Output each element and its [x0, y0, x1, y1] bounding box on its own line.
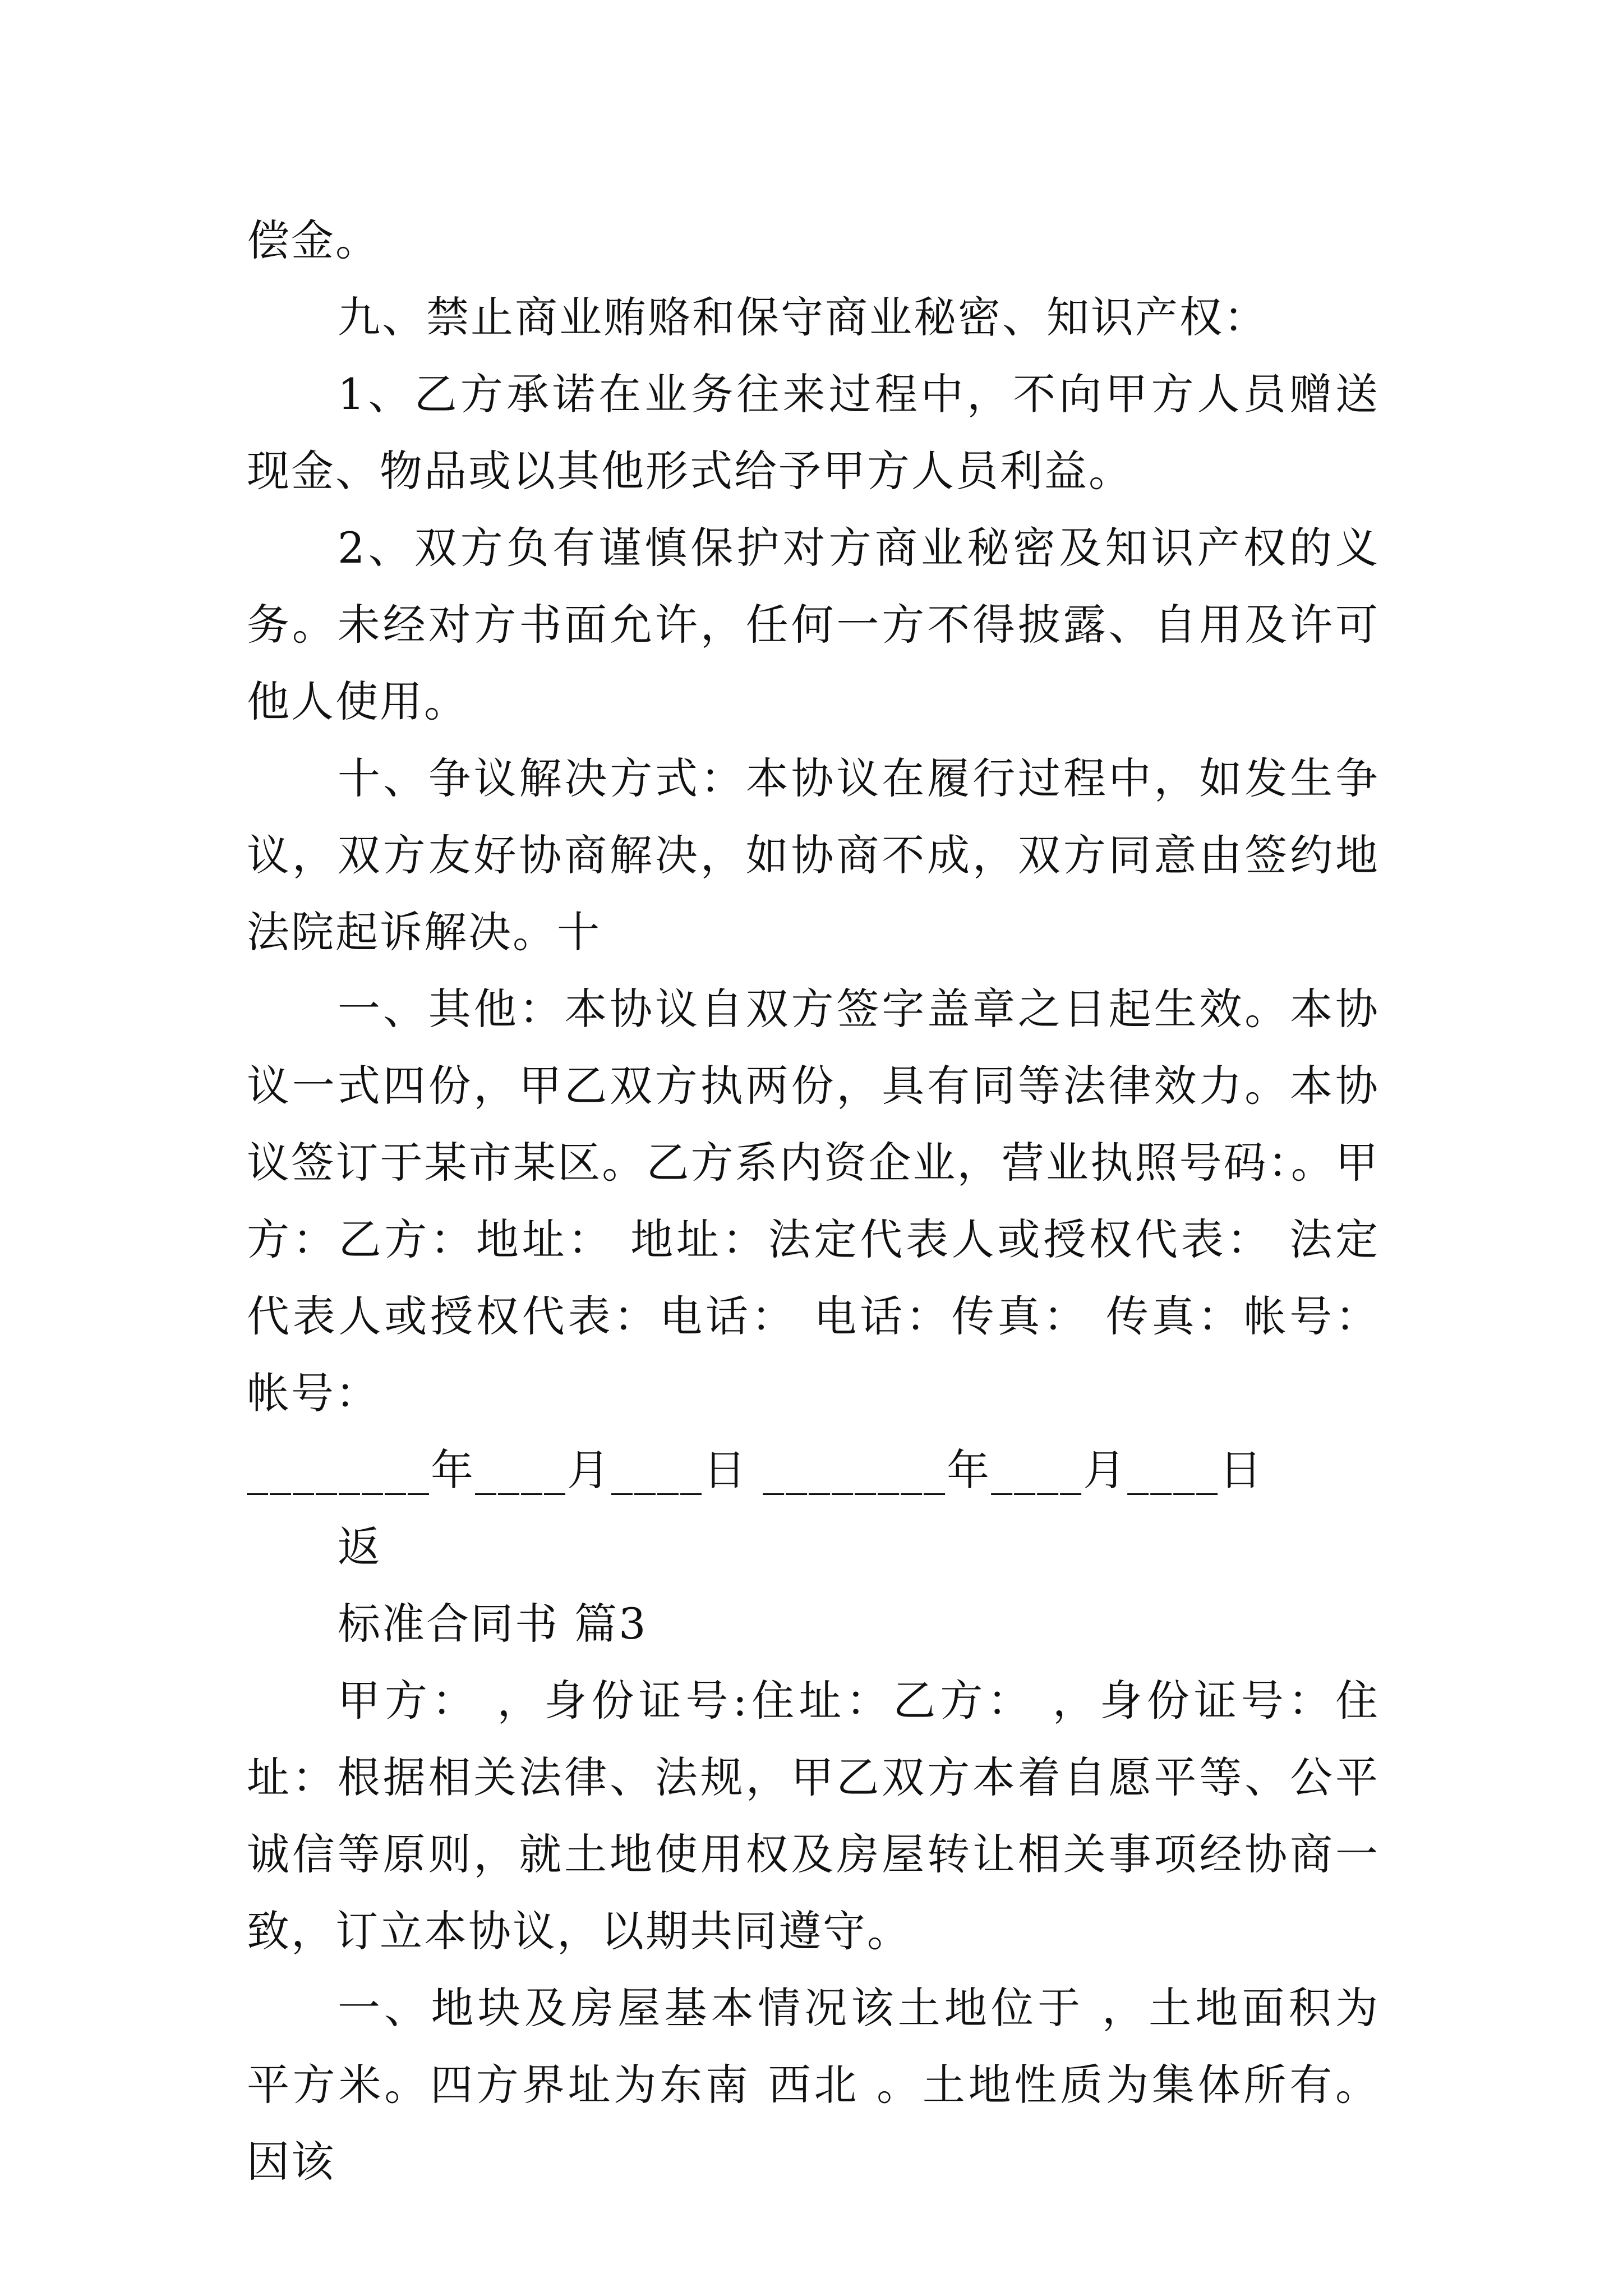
document-body: [247, 202, 1380, 2200]
paragraph-section-nine-item-1: 1、乙方承诺在业务往来过程中，不向甲方人员赠送现金、物品或以其他形式给予甲方人员利益。: [247, 369, 1380, 496]
paragraph-section-ten-dispute: 十、争议解决方式：本协议在履行过程中，如发生争议，双方友好协商解决，如协商不成，双方同意由签约地法院起诉解决。十: [247, 753, 1380, 957]
signature-date-line: ________年____月____日 ________年____月____日: [247, 1445, 1264, 1495]
paragraph-section-nine-heading: 九、禁止商业贿赂和保守商业秘密、知识产权：: [338, 292, 1268, 342]
paragraph-section-nine-item-2: 2、双方负有谨慎保护对方商业秘密及知识产权的义务。未经对方书面允许，任何一方不得披露、自用及许可他人使用。: [247, 523, 1380, 726]
paragraph-land-basic-info: 一、地块及房屋基本情况该土地位于 ，土地面积为 平方米。四方界址为东南 西北 。土地性质为集体所有。因该: [247, 1983, 1380, 2187]
section-title-contract-3: 标准合同书 篇3: [338, 1599, 648, 1649]
paragraph-return: 返: [338, 1522, 382, 1572]
paragraph-parties-intro: 甲方： ，身份证号:住址：乙方： ，身份证号：住址：根据相关法律、法规，甲乙双方本着自愿平等、公平诚信等原则，就土地使用权及房屋转让相关事项经协商一致，订立本协议，以期共同遵守。: [247, 1676, 1380, 1956]
paragraph-compensation-end: 偿金。: [247, 215, 380, 265]
paragraph-section-eleven-other: 一、其他：本协议自双方签字盖章之日起生效。本协议一式四份，甲乙双方执两份，具有同等法律效力。本协议签订于某市某区。乙方系内资企业，营业执照号码：。甲方：乙方：地址： 地址：法定代表人或授权代表： 法定代表人或授权代表：电话： 电话：传真： 传真：帐号： 帐号：: [247, 984, 1380, 1418]
